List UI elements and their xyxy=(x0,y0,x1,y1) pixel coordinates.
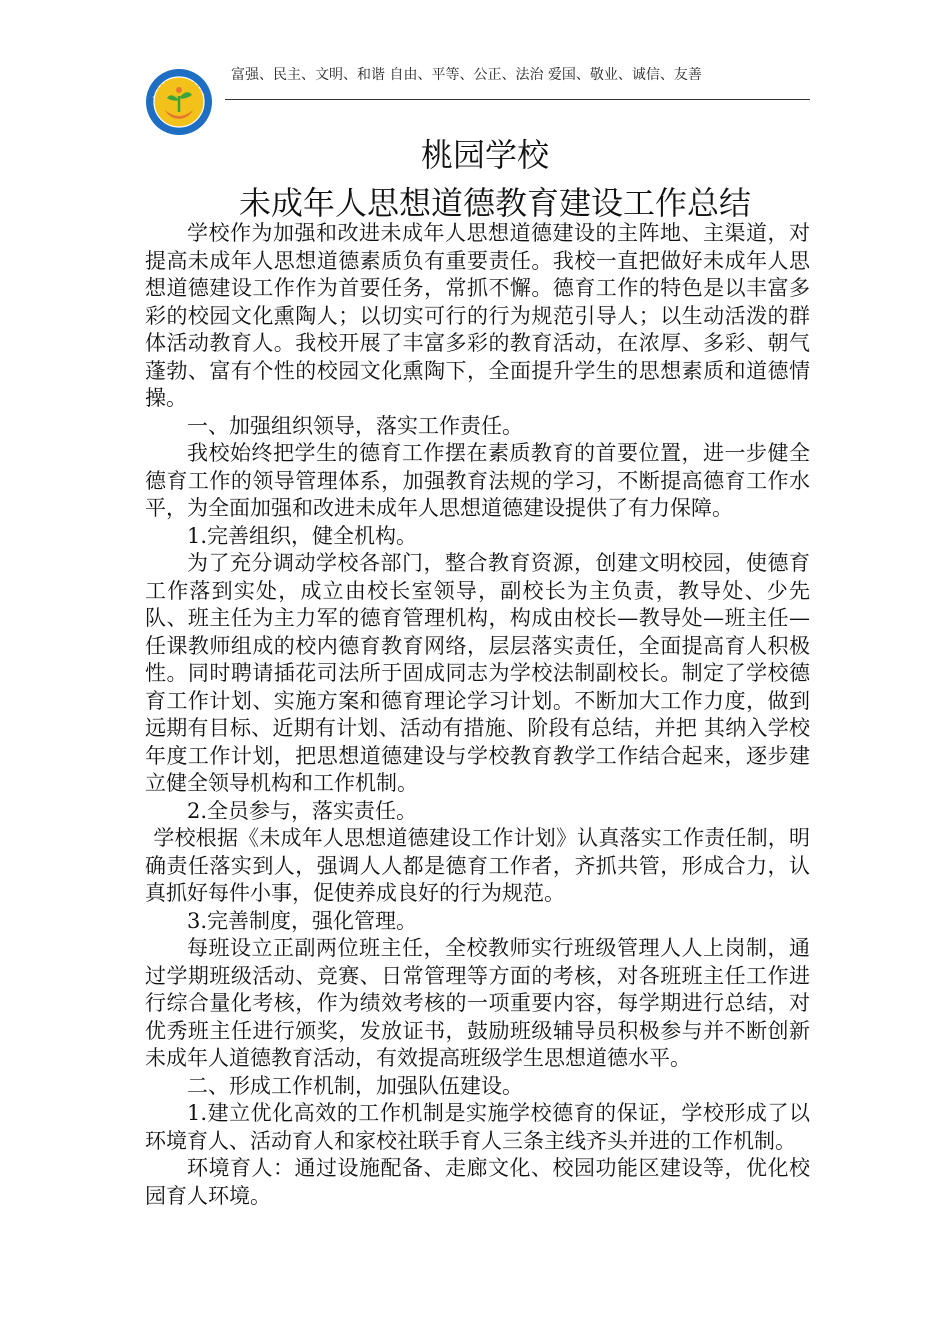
paragraph: 每班设立正副两位班主任，全校教师实行班级管理人人上岗制，通过学期班级活动、竞赛、日常管理等方面的考核，对各班班主任工作进行综合量化考核，作为绩效考核的一项重要内容，每学期进行总结，对优秀班主任进行颁奖，发放证书，鼓励班级辅导员积极参与并不断创新未成年人道德教育活动，有效提高班级学生思想道德水平。 xyxy=(145,936,810,1070)
subsection-heading-1-3: 3.完善制度，强化管理。 xyxy=(187,908,418,933)
document-body xyxy=(145,220,810,1210)
paragraph: 我校始终把学生的德育工作摆在素质教育的首要位置，进一步健全德育工作的领导管理体系，加强教育法规的学习，不断提高德育工作水平，为全面加强和改进未成年人思想道德建设提供了有力保障。 xyxy=(145,441,810,520)
subsection-heading-1-1: 1.完善组织，健全机构。 xyxy=(187,523,418,548)
paragraph: 1.建立优化高效的工作机制是实施学校德育的保证，学校形成了以环境育人、活动育人和家校社联手育人三条主线齐头并进的工作机制。 xyxy=(145,1101,810,1153)
paragraph: 环境育人：通过设施配备、走廊文化、校园功能区建设等，优化校园育人环境。 xyxy=(145,1156,810,1208)
section-heading-2: 二、形成工作机制，加强队伍建设。 xyxy=(187,1073,523,1098)
school-logo-icon xyxy=(145,68,213,136)
subsection-heading-1-2: 2.全员参与，落实责任。 xyxy=(187,798,418,823)
document-title-main: 未成年人思想道德教育建设工作总结 xyxy=(238,184,751,222)
paragraph: 学校根据《未成年人思想道德建设工作计划》认真落实工作责任制，明确责任落实到人，强调人人都是德育工作者，齐抓共管，形成合力，认真抓好每件小事，促使养成良好的行为规范。 xyxy=(145,826,810,905)
header-divider xyxy=(225,99,810,100)
document-title-school: 桃园学校 xyxy=(420,136,549,174)
header-motto: 富强、民主、文明、和谐 自由、平等、公正、法治 爱国、敬业、诚信、友善 xyxy=(231,67,702,83)
page-header xyxy=(145,60,810,102)
paragraph-intro: 学校作为加强和改进未成年人思想道德建设的主阵地、主渠道，对提高未成年人思想道德素质负有重要责任。我校一直把做好未成年人思想道德建设工作作为首要任务，常抓不懈。德育工作的特色是以丰富多彩的校园文化熏陶人；以切实可行的行为规范引导人；以生动活泼的群体活动教育人。我校开展了丰富多彩的教育活动，在浓厚、多彩、朝气蓬勃、富有个性的校园文化熏陶下，全面提升学生的思想素质和道德情操。 xyxy=(145,221,810,410)
paragraph: 为了充分调动学校各部门，整合教育资源，创建文明校园，使德育工作落到实处，成立由校长室领导，副校长为主负责，教导处、少先队、班主任为主力军的德育管理机构，构成由校长—教导处—班主任—任课教师组成的校内德育教育网络，层层落实责任，全面提高育人积极性。同时聘请插花司法所于固成同志为学校法制副校长。制定了学校德育工作计划、实施方案和德育理论学习计划。不断加大工作力度，做到远期有目标、近期有计划、活动有措施、阶段有总结，并把 其纳入学校年度工作计划，把思想道德建设与学校教育教学工作结合起来，逐步建立健全领导机构和工作机制。 xyxy=(145,551,810,795)
section-heading-1: 一、加强组织领导，落实工作责任。 xyxy=(187,413,523,438)
